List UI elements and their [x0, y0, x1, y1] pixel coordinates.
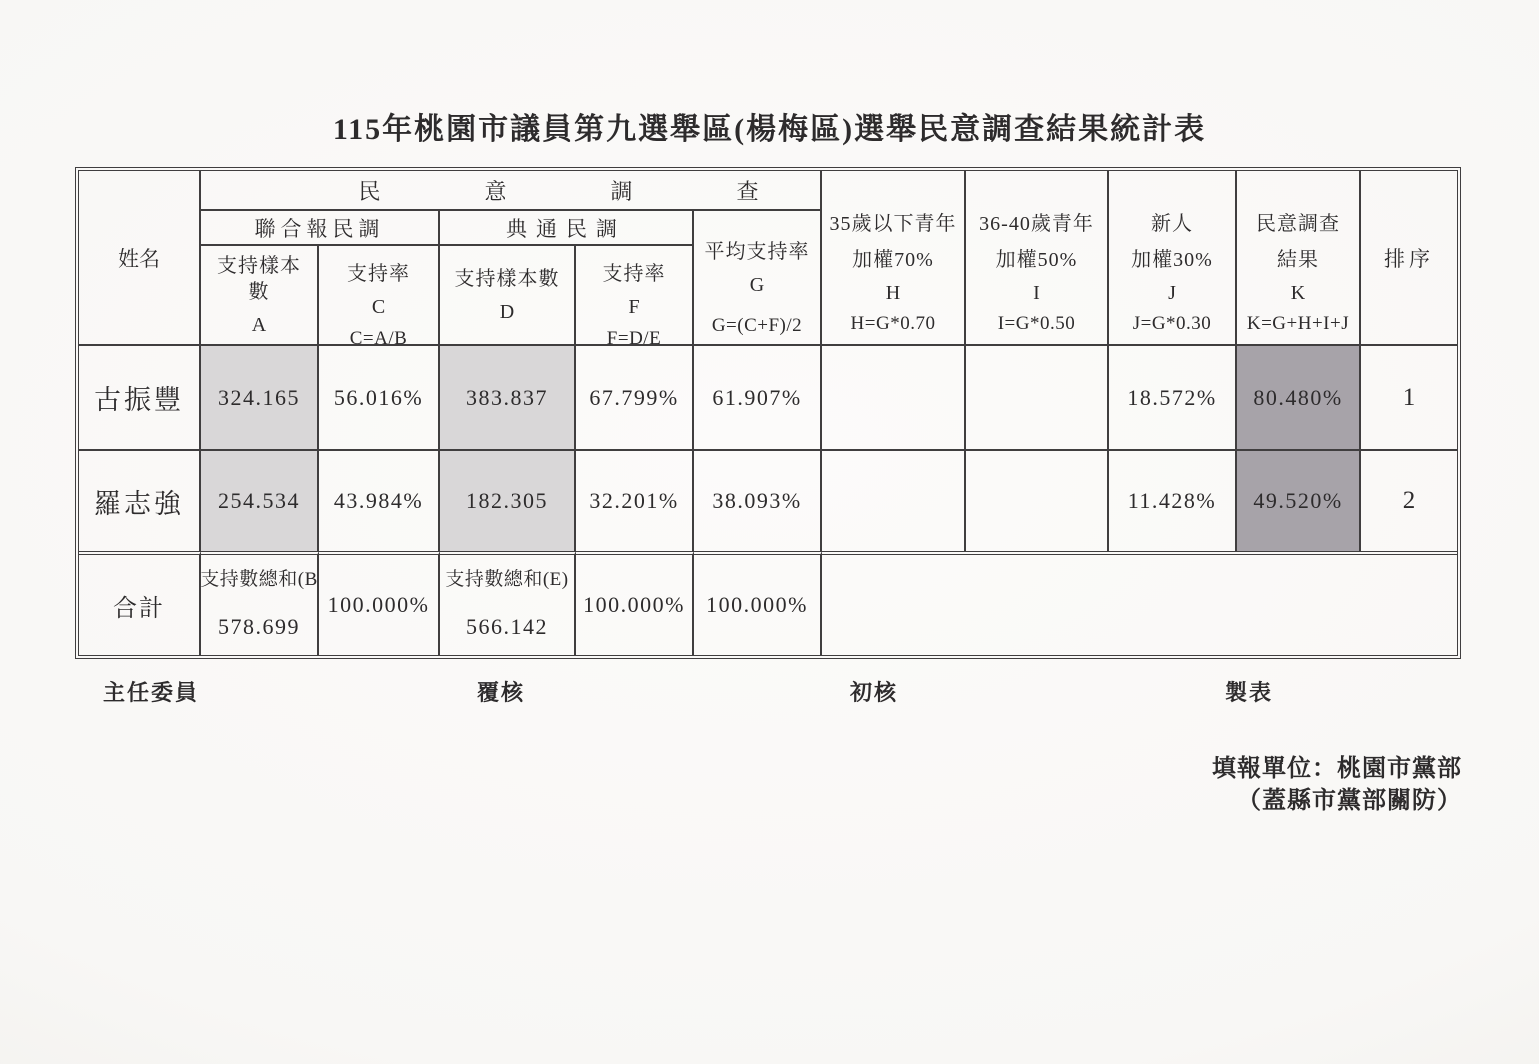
- header-col-g: [694, 211, 822, 346]
- header-col-a-label: 支持樣本數: [217, 255, 301, 303]
- header-col-i: [966, 171, 1109, 346]
- header-col-d-letter: D: [499, 301, 515, 323]
- row1-col-i-empty: [966, 346, 1109, 451]
- total-col-a-caption: 支持數總和(B: [200, 569, 318, 590]
- row1-col-j: 18.572%: [1109, 346, 1237, 451]
- reporting-unit-line1: 填報單位：桃園市黨部: [1212, 756, 1462, 782]
- total-col-f: 100.000%: [576, 551, 694, 655]
- signature-label-chief-commissioner: 主任委員: [103, 680, 200, 705]
- signature-label-prepared-by: 製表: [1225, 680, 1274, 705]
- header-col-h-letter: H: [885, 282, 901, 304]
- row2-col-j: 11.428%: [1109, 451, 1237, 551]
- header-col-g-formula: G=(C+F)/2: [711, 315, 803, 336]
- row1-col-a: 324.165: [201, 346, 319, 451]
- total-col-a: [201, 551, 319, 655]
- reporting-unit-line2: （蓋縣市黨部關防）: [1237, 788, 1462, 814]
- row2-col-i-empty: [966, 451, 1109, 551]
- header-col-d: [440, 246, 576, 346]
- header-col-k: [1237, 171, 1361, 346]
- row2-col-f: 32.201%: [576, 451, 694, 551]
- total-row-blank-merged-cell: [822, 551, 1457, 655]
- row2-rank: 2: [1402, 487, 1416, 514]
- header-col-j-weight: 加權30%: [1131, 249, 1213, 271]
- reporting-unit-block: [1212, 753, 1462, 817]
- row2-col-h-empty: [822, 451, 966, 551]
- header-col-c: [319, 246, 440, 349]
- header-col-k-label2: 結果: [1277, 249, 1319, 271]
- row1-col-d: 383.837: [440, 346, 576, 451]
- header-col-f: [576, 246, 694, 349]
- header-col-c-formula: C=A/B: [349, 328, 408, 349]
- total-col-d: [440, 551, 576, 655]
- row1-col-h-empty: [822, 346, 966, 451]
- header-col-h-weight: 加權70%: [852, 249, 934, 271]
- row2-col-g: 38.093%: [694, 451, 822, 551]
- signature-label-initial-review: 初核: [850, 680, 899, 705]
- header-poll2-group: 典通民調: [440, 211, 694, 246]
- header-col-j-letter: J: [1168, 282, 1176, 304]
- signature-label-review: 覆核: [477, 680, 526, 705]
- row2-col-a: 254.534: [201, 451, 319, 551]
- header-survey-group: [201, 171, 863, 211]
- header-col-c-letter: C: [371, 296, 386, 318]
- header-col-k-letter: K: [1290, 282, 1306, 304]
- total-col-d-value: 566.142: [466, 614, 548, 639]
- header-col-i-formula: I=G*0.50: [997, 313, 1076, 334]
- header-col-k-formula: K=G+H+I+J: [1246, 313, 1350, 334]
- header-col-i-label: 36-40歲青年: [979, 213, 1094, 235]
- header-col-j: [1109, 171, 1237, 346]
- row1-col-k: 80.480%: [1237, 346, 1361, 451]
- total-col-d-caption: 支持數總和(E): [445, 569, 569, 590]
- header-col-d-label: 支持樣本數: [454, 268, 560, 290]
- row2-col-c: 43.984%: [319, 451, 440, 551]
- row1-col-c: 56.016%: [319, 346, 440, 451]
- header-col-i-weight: 加權50%: [995, 249, 1078, 271]
- header-poll1-group: 聯合報民調: [201, 211, 440, 246]
- row2-col-k: 49.520%: [1237, 451, 1361, 551]
- header-col-g-letter: G: [749, 274, 765, 296]
- row1-col-f: 67.799%: [576, 346, 694, 451]
- total-col-c: 100.000%: [319, 551, 440, 655]
- header-name-label: 姓名: [118, 246, 160, 271]
- row2-col-d: 182.305: [440, 451, 576, 551]
- header-col-j-formula: J=G*0.30: [1132, 313, 1212, 334]
- header-col-j-label: 新人: [1151, 213, 1193, 235]
- header-col-i-letter: I: [1033, 282, 1040, 304]
- header-col-f-label: 支持率: [602, 263, 666, 285]
- results-table: [75, 167, 1461, 659]
- row2-name: 羅志強: [79, 451, 201, 551]
- header-col-h-formula: H=G*0.70: [850, 313, 936, 334]
- header-col-f-formula: F=D/E: [606, 328, 662, 349]
- total-col-a-value: 578.699: [218, 614, 300, 639]
- row1-col-g: 61.907%: [694, 346, 822, 451]
- total-col-g: 100.000%: [694, 551, 822, 655]
- header-survey-group-label: 民意調查: [358, 178, 863, 204]
- header-col-a-letter: A: [251, 314, 267, 336]
- row1-name: 古振豐: [79, 346, 201, 451]
- document-title: 115年桃園市議員第九選舉區(楊梅區)選舉民意調查結果統計表: [332, 113, 1207, 146]
- header-col-h-label: 35歲以下青年: [829, 213, 957, 235]
- header-name-column: [79, 171, 201, 346]
- header-col-a: [201, 246, 319, 346]
- header-col-f-letter: F: [628, 296, 640, 318]
- header-col-g-label: 平均支持率: [704, 241, 810, 263]
- header-col-c-label: 支持率: [347, 263, 410, 285]
- total-row-label: 合計: [79, 551, 201, 655]
- row1-rank: 1: [1361, 346, 1457, 451]
- header-col-k-label: 民意調查: [1256, 213, 1340, 235]
- header-col-rank: 排序: [1361, 171, 1457, 346]
